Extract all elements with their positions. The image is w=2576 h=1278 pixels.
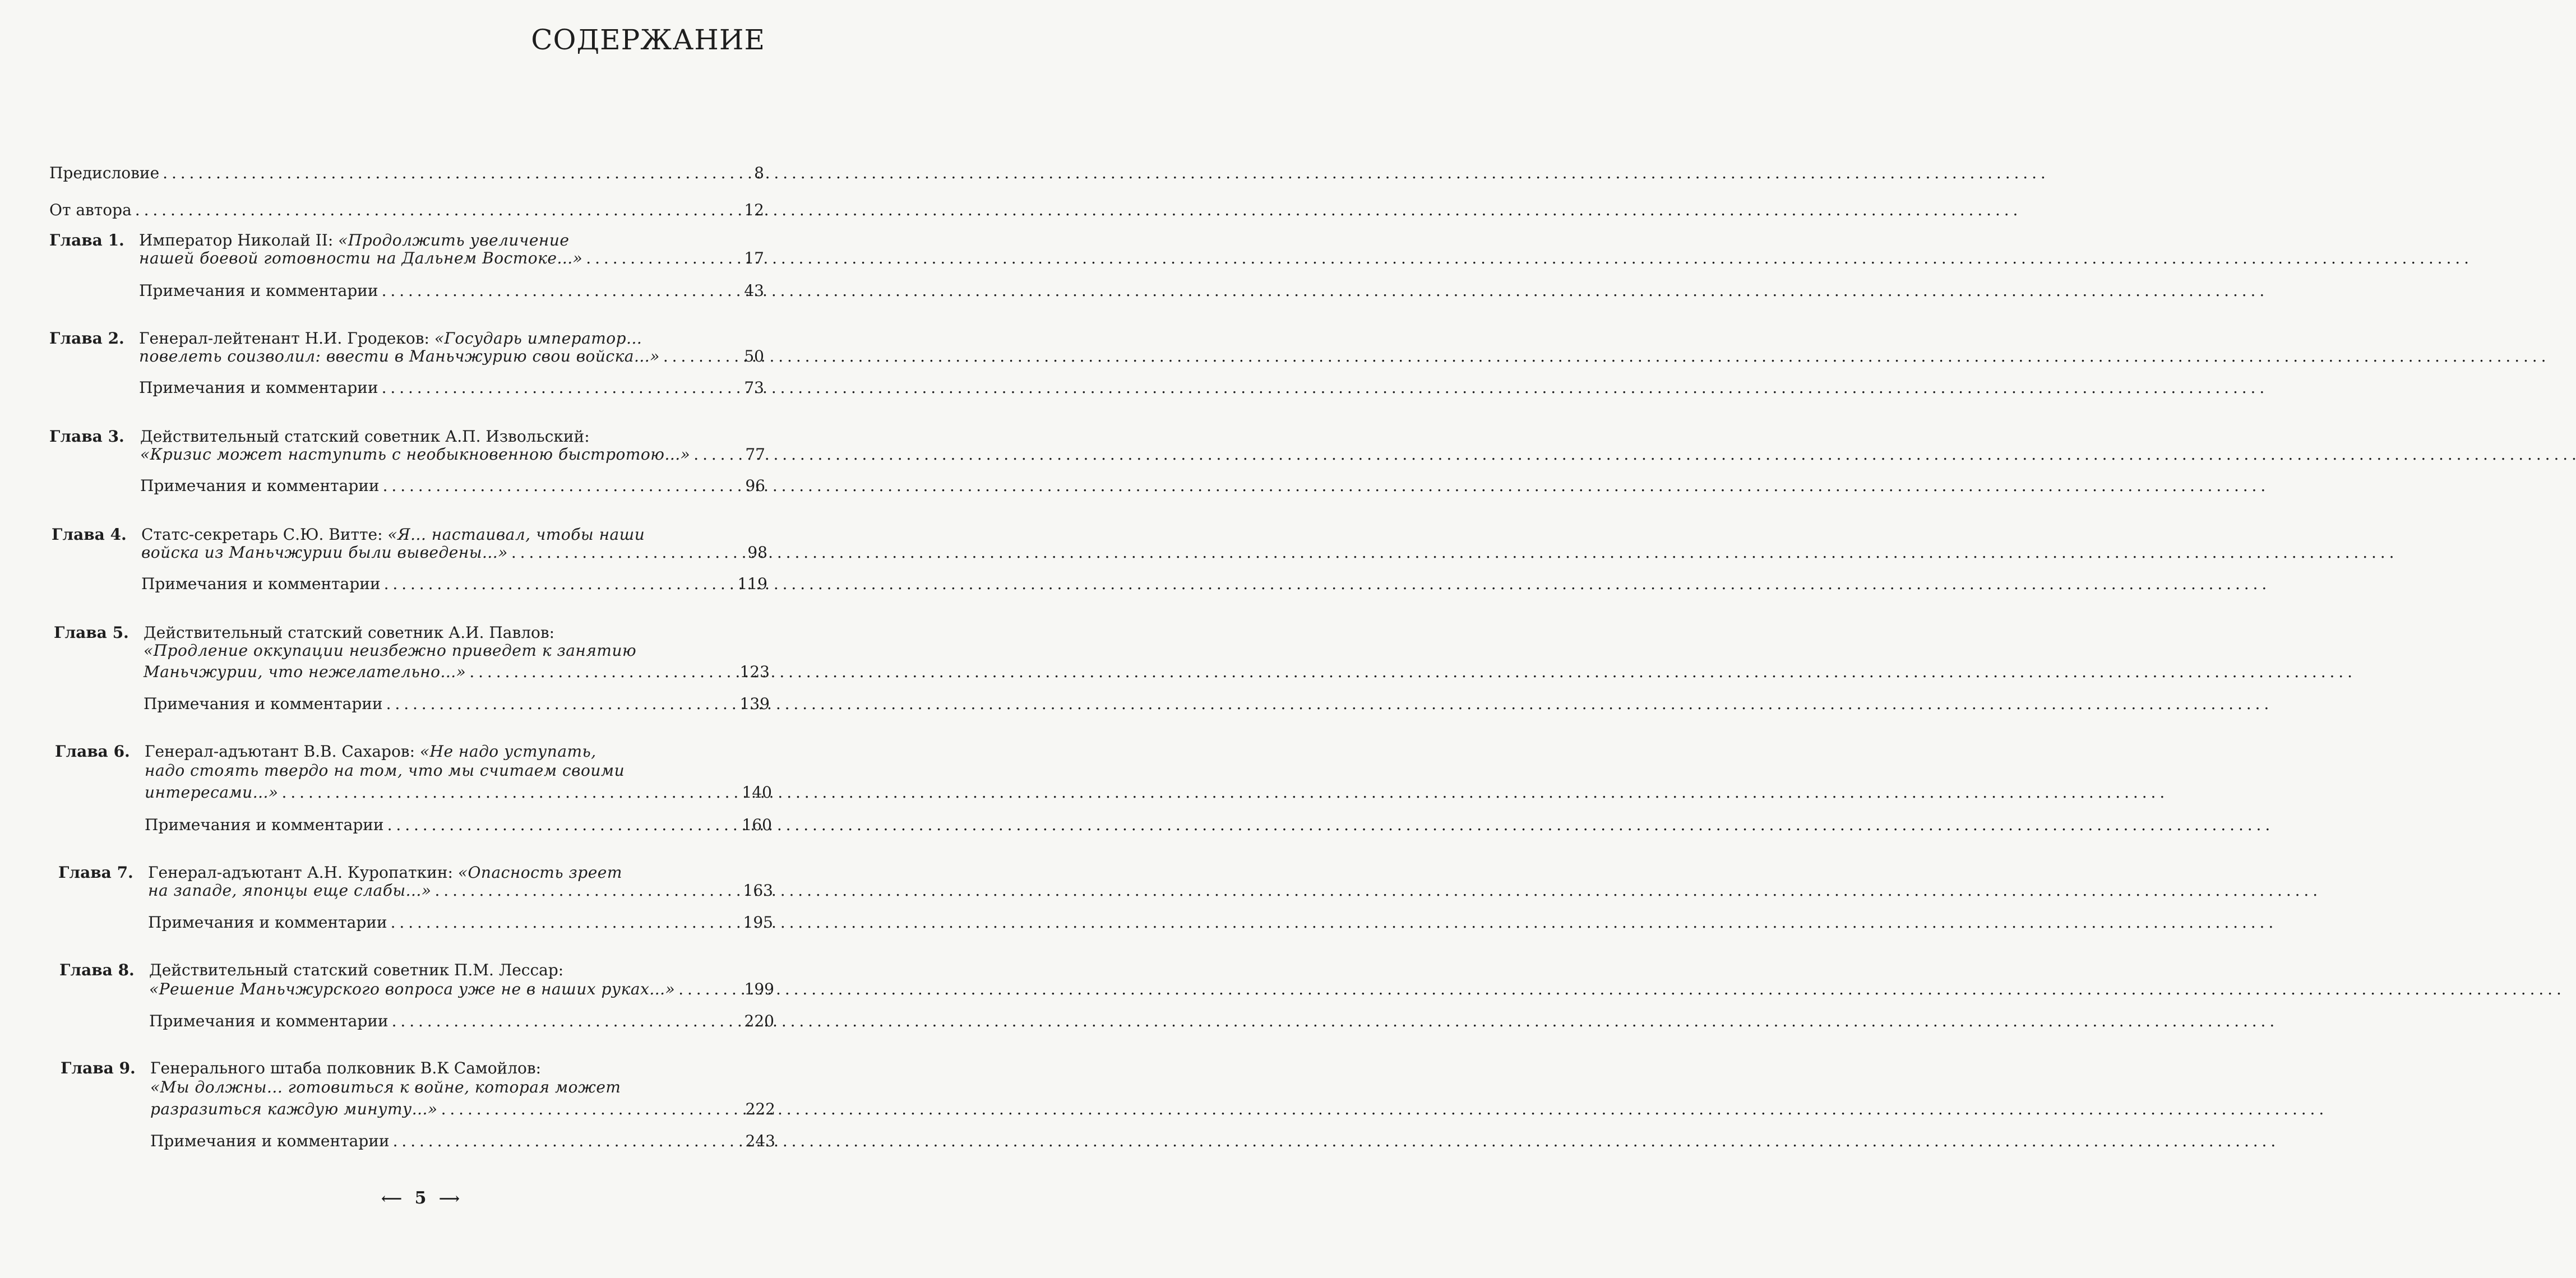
toc-entry-preface[interactable] bbox=[49, 163, 764, 184]
chapter-title[interactable]: Генерал-адъютант В.В. Сахаров: «Не надо уступать, bbox=[145, 742, 596, 761]
toc-page-number: 140 bbox=[742, 783, 772, 802]
chapter-quote: на западе, японцы еще слабы...» bbox=[148, 881, 432, 900]
chapter-label: Глава 7. bbox=[58, 863, 133, 882]
toc-page-number: 43 bbox=[744, 281, 764, 300]
leader-dots bbox=[383, 475, 742, 497]
notes-label: Примечания и комментарии bbox=[148, 913, 387, 932]
notes-label: Примечания и комментарии bbox=[150, 1132, 390, 1150]
chapter-title[interactable]: Действительный статский советник П.М. Лессар: bbox=[149, 961, 564, 979]
chapter-title[interactable]: Генерального штаба полковник В.К Самойлов: bbox=[150, 1059, 542, 1077]
chapter-label: Глава 1. bbox=[49, 231, 124, 249]
page-title: СОДЕРЖАНИЕ bbox=[531, 24, 765, 56]
toc-entry-author[interactable] bbox=[49, 200, 764, 221]
leader-dots bbox=[384, 573, 734, 595]
toc-entry-label: Предисловие bbox=[49, 164, 160, 182]
toc-page-number: 243 bbox=[745, 1132, 775, 1150]
toc-entry-chapter-7[interactable] bbox=[148, 880, 773, 901]
leader-dots bbox=[163, 163, 751, 184]
toc-page-number: 163 bbox=[743, 881, 773, 900]
toc-page-number: 50 bbox=[744, 347, 764, 365]
chapter-label: Глава 2. bbox=[49, 329, 124, 348]
leader-dots bbox=[434, 880, 739, 901]
notes-label: Примечания и комментарии bbox=[145, 816, 384, 834]
chapter-label: Глава 9. bbox=[61, 1059, 136, 1077]
toc-page-number: 123 bbox=[739, 663, 770, 681]
chapter-quote: «Продление оккупации неизбежно приведет к занятию bbox=[144, 641, 637, 660]
notes-label: Примечания и комментарии bbox=[144, 694, 383, 713]
toc-entry-notes-7[interactable] bbox=[148, 912, 773, 933]
toc-entry-label: От автора bbox=[49, 201, 132, 219]
leader-dots bbox=[387, 814, 739, 836]
toc-entry-notes-1[interactable] bbox=[139, 280, 764, 302]
toc-entry-chapter-3[interactable] bbox=[140, 444, 765, 465]
chapter-title[interactable]: Генерал-лейтенант Н.И. Гродеков: «Государь император... bbox=[139, 329, 642, 348]
toc-page-number: 12 bbox=[744, 201, 764, 219]
chapter-quote: «Кризис может наступить с необыкновенною быстротою...» bbox=[140, 445, 691, 464]
toc-entry-chapter-1[interactable] bbox=[139, 248, 764, 269]
toc-page-number: 17 bbox=[744, 249, 764, 267]
toc-page-number: 195 bbox=[743, 913, 773, 932]
leader-dots bbox=[392, 1011, 741, 1032]
leader-dots bbox=[511, 542, 744, 563]
toc-page-number: 8 bbox=[754, 164, 764, 182]
leader-dots bbox=[382, 377, 741, 399]
leader-dots bbox=[135, 200, 741, 221]
toc-page-number: 73 bbox=[744, 378, 764, 397]
chapter-title[interactable]: Генерал-адъютант А.Н. Куропаткин: «Опасность зреет bbox=[148, 863, 622, 882]
chapter-quote: «Мы должны... готовиться к войне, которая может bbox=[150, 1078, 621, 1096]
leader-dots bbox=[469, 661, 736, 683]
leader-dots bbox=[678, 979, 741, 1000]
chapter-quote: Маньчжурии, что нежелательно...» bbox=[144, 663, 466, 681]
leader-dots bbox=[441, 1099, 742, 1120]
toc-page-number: 222 bbox=[745, 1100, 775, 1118]
toc-page bbox=[0, 0, 841, 1278]
chapter-quote: «Решение Маньчжурского вопроса уже не в наших руках...» bbox=[149, 980, 676, 998]
page-footer bbox=[0, 1188, 841, 1208]
notes-label: Примечания и комментарии bbox=[139, 378, 378, 397]
toc-entry-chapter-9[interactable] bbox=[150, 1099, 775, 1120]
chapter-quote: интересами...» bbox=[145, 783, 279, 802]
notes-label: Примечания и комментарии bbox=[140, 476, 380, 495]
toc-entry-chapter-5[interactable] bbox=[144, 661, 770, 683]
toc-entry-notes-5[interactable] bbox=[144, 693, 770, 715]
chapter-label: Глава 3. bbox=[49, 427, 124, 446]
chapter-quote: надо стоять твердо на том, что мы считаем своими bbox=[145, 761, 625, 780]
leader-dots bbox=[393, 1131, 742, 1152]
toc-page-number: 139 bbox=[739, 694, 770, 713]
chapter-label: Глава 5. bbox=[54, 623, 129, 642]
toc-entry-chapter-2[interactable] bbox=[139, 346, 764, 367]
leader-dots bbox=[693, 444, 742, 465]
toc-entry-notes-8[interactable] bbox=[149, 1011, 774, 1032]
toc-page-number: 220 bbox=[744, 1012, 774, 1030]
leader-dots bbox=[382, 280, 741, 302]
chapter-quote: повелеть соизволил: ввести в Маньчжурию свои войска...» bbox=[139, 347, 660, 365]
toc-entry-notes-9[interactable] bbox=[150, 1131, 775, 1152]
chapter-title[interactable]: Действительный статский советник А.П. Извольский: bbox=[140, 427, 590, 446]
notes-label: Примечания и комментарии bbox=[141, 575, 381, 593]
arrow-left-icon: ⟵ bbox=[381, 1191, 403, 1207]
toc-entry-notes-2[interactable] bbox=[139, 377, 764, 399]
toc-entry-chapter-4[interactable] bbox=[141, 542, 767, 563]
toc-page-number: 96 bbox=[745, 476, 765, 495]
toc-page-number: 119 bbox=[737, 575, 767, 593]
toc-entry-chapter-8[interactable] bbox=[149, 979, 774, 1000]
leader-dots bbox=[663, 346, 741, 367]
toc-page-number: 199 bbox=[744, 980, 774, 998]
toc-entry-chapter-6[interactable] bbox=[145, 782, 772, 803]
chapter-label: Глава 6. bbox=[55, 742, 130, 761]
notes-label: Примечания и комментарии bbox=[149, 1012, 389, 1030]
chapter-quote: войска из Маньчжурии были выведены...» bbox=[141, 543, 508, 562]
toc-page-number: 77 bbox=[745, 445, 765, 464]
chapter-quote: разразиться каждую минуту...» bbox=[150, 1100, 438, 1118]
chapter-label: Глава 4. bbox=[52, 525, 127, 544]
notes-label: Примечания и комментарии bbox=[139, 281, 378, 300]
leader-dots bbox=[386, 693, 737, 715]
chapter-title[interactable]: Действительный статский советник А.И. Павлов: bbox=[144, 623, 555, 642]
chapter-title[interactable]: Император Николай II: «Продолжить увеличение bbox=[139, 231, 570, 249]
leader-dots bbox=[391, 912, 740, 933]
toc-entry-notes-3[interactable] bbox=[140, 475, 765, 497]
chapter-quote: нашей боевой готовности на Дальнем Востоке...» bbox=[139, 249, 583, 267]
chapter-title[interactable]: Статс-секретарь С.Ю. Витте: «Я... настаивал, чтобы наши bbox=[141, 525, 645, 544]
arrow-right-icon: ⟶ bbox=[438, 1191, 460, 1207]
chapter-label: Глава 8. bbox=[59, 961, 135, 979]
toc-page-number: 160 bbox=[742, 816, 772, 834]
toc-entry-notes-4[interactable] bbox=[141, 573, 767, 595]
page-number: 5 bbox=[414, 1188, 427, 1208]
toc-page-number: 98 bbox=[747, 543, 767, 562]
toc-entry-notes-6[interactable] bbox=[145, 814, 772, 836]
leader-dots bbox=[586, 248, 741, 269]
leader-dots bbox=[282, 782, 739, 803]
